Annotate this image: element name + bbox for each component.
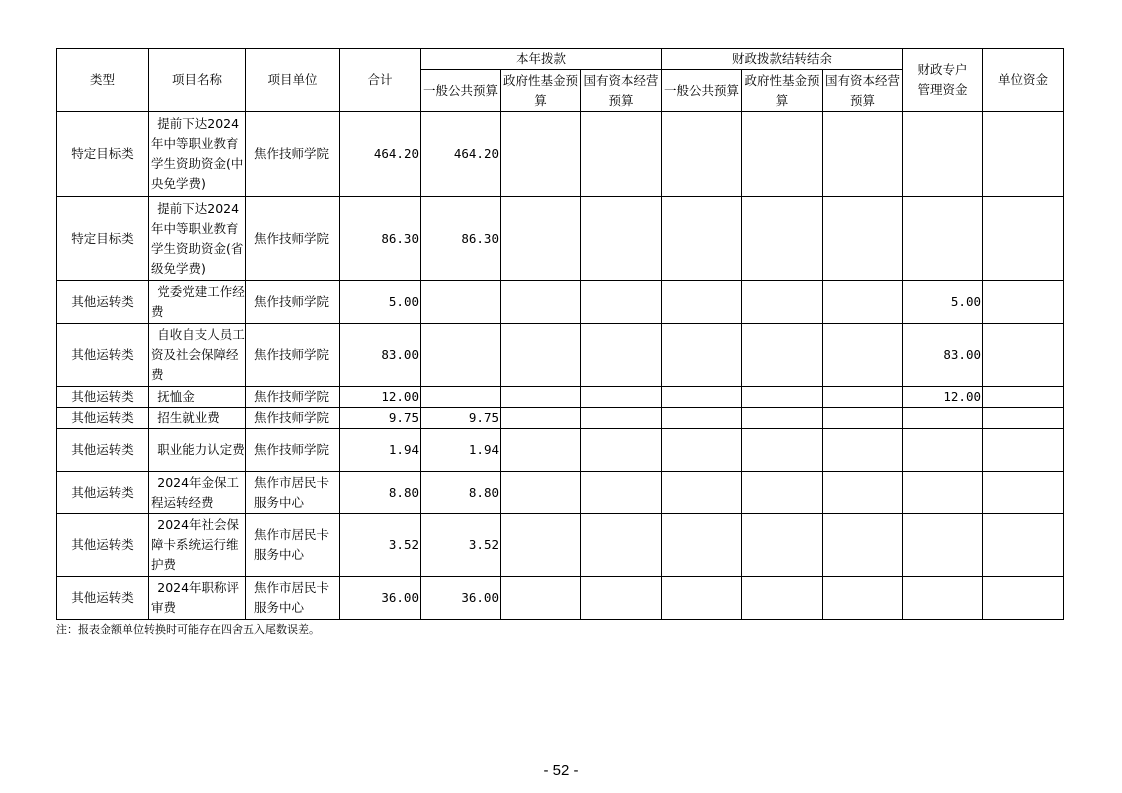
row-project-name: 2024年社会保障卡系统运行维护费: [149, 514, 246, 577]
table-row: [57, 408, 1064, 429]
table-row: [57, 429, 1064, 472]
row-special-account: 83.00: [903, 324, 983, 387]
budget-table: [56, 48, 1064, 620]
header-gov-fund-budget: 政府性基金预算: [501, 70, 581, 112]
header-carry-general-budget: 一般公共预算: [662, 70, 742, 112]
row-type: 其他运转类: [57, 408, 149, 429]
table-row: [57, 281, 1064, 324]
row-special-account: [903, 112, 983, 197]
row-project-name: 提前下达2024年中等职业教育学生资助资金(省级免学费): [149, 197, 246, 281]
table-row: [57, 387, 1064, 408]
row-type: 其他运转类: [57, 324, 149, 387]
row-type: 其他运转类: [57, 387, 149, 408]
row-general-budget: 1.94: [421, 429, 501, 472]
row-type: 特定目标类: [57, 197, 149, 281]
row-project-unit: 焦作技师学院: [246, 408, 340, 429]
row-type: 其他运转类: [57, 472, 149, 514]
row-type: 其他运转类: [57, 281, 149, 324]
header-total: 合计: [340, 49, 421, 112]
row-special-account: [903, 197, 983, 281]
row-general-budget: [421, 387, 501, 408]
row-total: 36.00: [340, 577, 421, 620]
table-row: [57, 197, 1064, 281]
header-project-name: 项目名称: [149, 49, 246, 112]
table-row: [57, 112, 1064, 197]
row-type: 特定目标类: [57, 112, 149, 197]
page-number: - 52 -: [543, 762, 579, 779]
header-state-capital-budget: 国有资本经营预算: [581, 70, 662, 112]
row-project-name: 党委党建工作经费: [149, 281, 246, 324]
row-type: 其他运转类: [57, 577, 149, 620]
row-total: 464.20: [340, 112, 421, 197]
row-project-unit: 焦作技师学院: [246, 429, 340, 472]
row-special-account: [903, 514, 983, 577]
row-project-name: 职业能力认定费: [149, 429, 246, 472]
row-general-budget: 3.52: [421, 514, 501, 577]
row-project-unit: 焦作市居民卡服务中心: [246, 514, 340, 577]
table-footnote: 注：报表金额单位转换时可能存在四舍五入尾数误差。: [56, 623, 320, 636]
row-project-name: 招生就业费: [149, 408, 246, 429]
row-project-unit: 焦作技师学院: [246, 281, 340, 324]
row-total: 12.00: [340, 387, 421, 408]
row-project-unit: 焦作技师学院: [246, 387, 340, 408]
row-special-account: 5.00: [903, 281, 983, 324]
header-unit-fund: 单位资金: [983, 49, 1064, 112]
row-project-unit: 焦作技师学院: [246, 112, 340, 197]
row-total: 1.94: [340, 429, 421, 472]
row-project-name: 提前下达2024年中等职业教育学生资助资金(中央免学费): [149, 112, 246, 197]
row-total: 86.30: [340, 197, 421, 281]
row-project-name: 自收自支人员工资及社会保障经费: [149, 324, 246, 387]
table-row: [57, 514, 1064, 577]
header-carry-gov-fund-budget: 政府性基金预算: [742, 70, 823, 112]
row-project-name: 抚恤金: [149, 387, 246, 408]
row-project-unit: 焦作市居民卡服务中心: [246, 472, 340, 514]
header-current-year-allocation: 本年拨款: [421, 49, 662, 70]
row-project-unit: 焦作市居民卡服务中心: [246, 577, 340, 620]
header-type: 类型: [57, 49, 149, 112]
header-project-unit: 项目单位: [246, 49, 340, 112]
row-project-name: 2024年职称评审费: [149, 577, 246, 620]
row-special-account: [903, 472, 983, 514]
row-general-budget: 464.20: [421, 112, 501, 197]
header-special-account-fund: 财政专户管理资金: [903, 49, 983, 112]
row-project-name: 2024年金保工程运转经费: [149, 472, 246, 514]
row-type: 其他运转类: [57, 429, 149, 472]
row-total: 3.52: [340, 514, 421, 577]
row-general-budget: 86.30: [421, 197, 501, 281]
header-general-budget: 一般公共预算: [421, 70, 501, 112]
row-type: 其他运转类: [57, 514, 149, 577]
header-carry-state-capital-budget: 国有资本经营预算: [823, 70, 903, 112]
row-special-account: [903, 408, 983, 429]
row-general-budget: 9.75: [421, 408, 501, 429]
table-row: [57, 577, 1064, 620]
table-row: [57, 472, 1064, 514]
row-special-account: [903, 429, 983, 472]
row-general-budget: 36.00: [421, 577, 501, 620]
row-total: 83.00: [340, 324, 421, 387]
table-row: [57, 324, 1064, 387]
row-special-account: 12.00: [903, 387, 983, 408]
row-project-unit: 焦作技师学院: [246, 197, 340, 281]
row-project-unit: 焦作技师学院: [246, 324, 340, 387]
row-total: 5.00: [340, 281, 421, 324]
row-general-budget: [421, 324, 501, 387]
row-special-account: [903, 577, 983, 620]
header-carryover-balance: 财政拨款结转结余: [662, 49, 903, 70]
row-general-budget: [421, 281, 501, 324]
row-total: 8.80: [340, 472, 421, 514]
row-general-budget: 8.80: [421, 472, 501, 514]
row-total: 9.75: [340, 408, 421, 429]
